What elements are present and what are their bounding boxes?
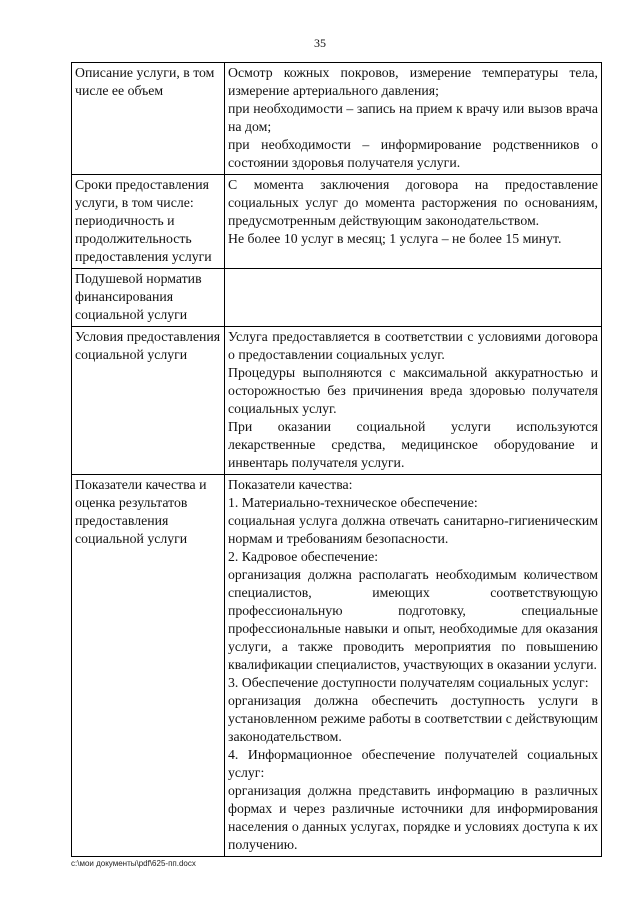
table-row [72,63,602,175]
row-content-cell [225,175,602,269]
row-paragraph: Осмотр кожных покровов, измерение температуры тела, измерение артериального давления; [228,65,598,98]
row-label-cell [72,475,225,857]
page-number: 35 [314,36,326,50]
row-paragraph: 3. Обеспечение доступности получателям социальных услуг: [228,675,589,690]
row-paragraph: при необходимости – информирование родственников о состоянии здоровья получателя услуги. [228,137,598,170]
row-paragraph: 4. Информационное обеспечение получателей социальных услуг: [228,747,598,780]
row-paragraph: при необходимости – запись на прием к врачу или вызов врача на дом; [228,101,598,134]
row-paragraph: социальная услуга должна отвечать санитарно-гигиеническим нормам и требованиям безопасности. [228,513,598,546]
row-content-cell [225,475,602,857]
row-label-cell [72,269,225,327]
row-paragraph: С момента заключения договора на предоставление социальных услуг до момента расторжения по основаниям, предусмотренным действующим законодательством. [228,177,598,228]
table-row [72,269,602,327]
row-content-cell [225,63,602,175]
row-label-cell [72,63,225,175]
row-paragraph: Показатели качества: [228,477,353,492]
row-paragraph: При оказании социальной услуги используются лекарственные средства, медицинское оборудование и инвентарь получателя услуги. [228,419,598,470]
row-label-cell [72,327,225,475]
row-paragraph: организация должна располагать необходимым количеством специалистов, имеющих соответствующую профессиональную подготовку, специальные профессиональные навыки и опыт, необходимые для оказания услуги, а также проводить мероприятия по повышению квалификации специалистов, участвующих в оказании услуги. [228,567,598,672]
row-label: Подушевой норматив финансирования социальной услуги [75,271,202,322]
row-label: Описание услуги, в том числе ее объем [75,65,215,98]
table-row [72,175,602,269]
service-table [71,62,602,857]
table-row [72,475,602,857]
row-paragraph: Процедуры выполняются с максимальной аккуратностью и осторожностью без причинения вреда здоровью получателя социальных услуг. [228,365,598,416]
row-label-cell [72,175,225,269]
row-paragraph: Не более 10 услуг в месяц; 1 услуга – не более 15 минут. [228,231,562,246]
row-label: Условия предоставления социальной услуги [75,329,221,362]
row-label: периодичность и продолжительность предоставления услуги [75,213,212,264]
row-paragraph: 1. Материально-техническое обеспечение: [228,495,478,510]
row-content-cell [225,327,602,475]
file-path-footer: c:\мои документы\pdf\625-пп.docx [71,859,196,868]
row-label: Сроки предоставления услуги, в том числе: [75,177,209,210]
row-content-cell [225,269,602,327]
row-paragraph: 2. Кадровое обеспечение: [228,549,379,564]
table-row [72,327,602,475]
row-paragraph: организация должна обеспечить доступность услуги в установленном режиме работы в соответствии с действующим законодательством. [228,693,598,744]
row-label: Показатели качества и оценка результатов предоставления социальной услуги [75,477,207,546]
row-paragraph: организация должна представить информацию в различных формах и через различные источники для информирования населения о данных услугах, порядке и условиях доступа к их получению. [228,783,598,852]
row-paragraph: Услуга предоставляется в соответствии с условиями договора о предоставлении социальных услуг. [228,329,598,362]
